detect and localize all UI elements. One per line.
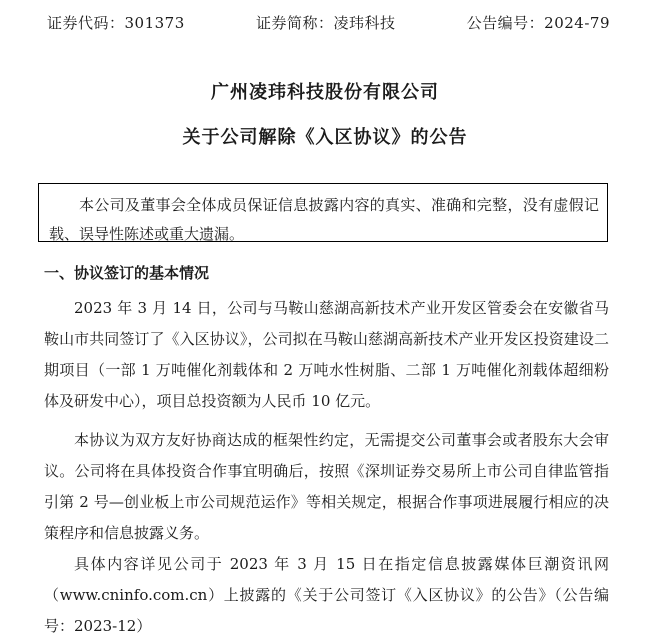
disclosure-statement-box (38, 183, 608, 242)
announcement-subject: 关于公司解除《入区协议》的公告 (182, 127, 468, 148)
section-heading: 一、协议签订的基本情况 (44, 264, 210, 282)
stock-abbreviation: 证券简称：凌玮科技 (255, 14, 396, 32)
announcement-header (47, 12, 610, 33)
announcement-number: 公告编号：2024-79 (466, 14, 610, 32)
stock-code: 证券代码：301373 (47, 14, 185, 32)
paragraph-agreement-signing: 2023 年 3 月 14 日，公司与马鞍山慈湖高新技术产业开发区管委会在安徽省马鞍山市共同签订了《入区协议》，公司拟在马鞍山慈湖高新技术产业开发区投资建设二期项目（一部 1 万吨催化剂载体和 2 万吨水性树脂、二部 1 万吨催化剂载体超细粉体及研发中心），项目总投资额为人民币 10 亿元。 (44, 299, 609, 410)
paragraph-framework-nature: 本协议为双方友好协商达成的框架性约定，无需提交公司董事会或者股东大会审议。公司将在具体投资合作事宜明确后，按照《深圳证券交易所上市公司自律监管指引第 2 号—创业板上市公司规范运作》等相关规定，根据合作事项进展履行相应的决策程序和信息披露义务。 (44, 431, 609, 542)
paragraph-disclosure-reference: 具体内容详见公司于 2023 年 3 月 15 日在指定信息披露媒体巨潮资讯网（www.cninfo.com.cn）上披露的《关于公司签订《入区协议》的公告》（公告编号：2023-12） (44, 555, 609, 635)
company-title: 广州凌玮科技股份有限公司 (211, 82, 439, 103)
disclosure-statement-text: 本公司及董事会全体成员保证信息披露内容的真实、准确和完整，没有虚假记载、误导性陈述或重大遗漏。 (49, 196, 599, 243)
